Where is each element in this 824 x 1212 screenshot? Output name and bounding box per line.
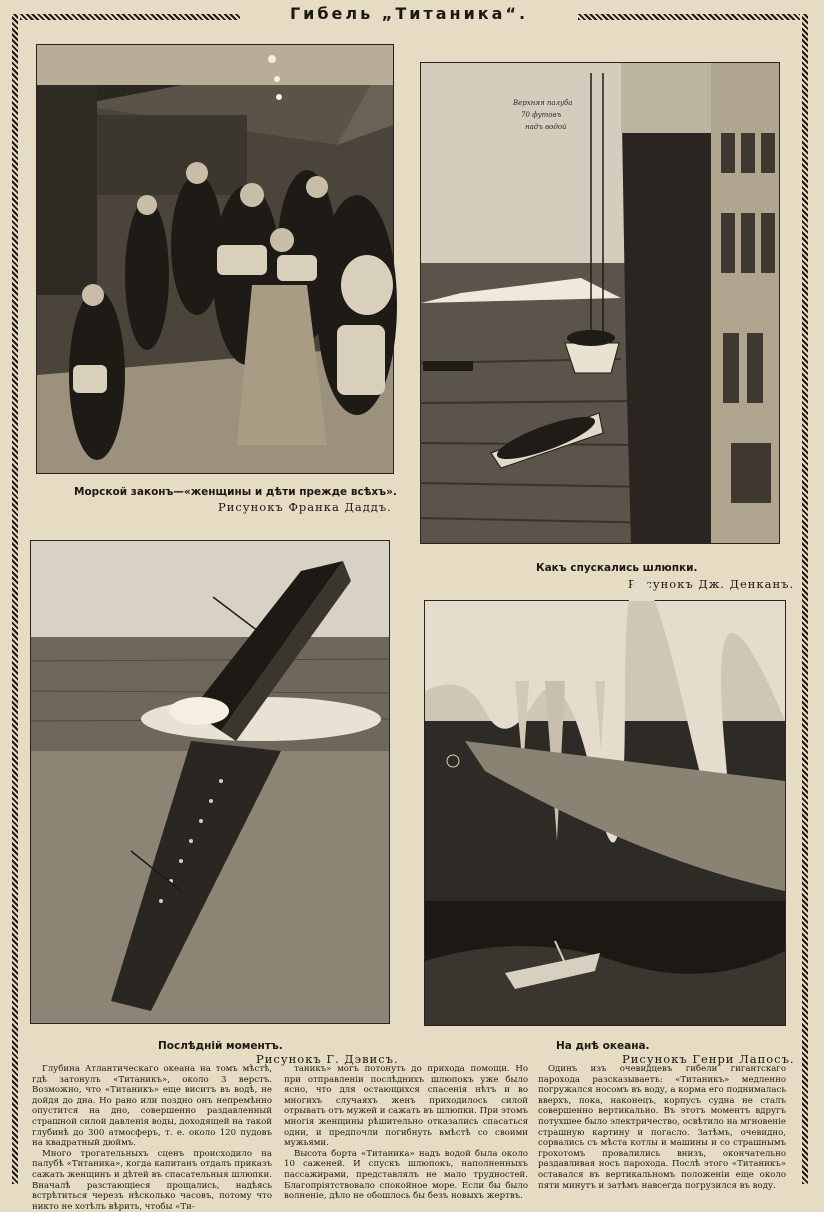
right-ornamental-border [802, 14, 808, 1184]
illustration-ocean-floor [424, 600, 786, 1026]
article-paragraph: Глубина Атлантическаго океана на томъ мѣстѣ, гдѣ затонулъ «Титаникъ», около 3 верстъ. Возможно, что «Титаникъ» еще виситъ въ водѣ, не дойдя до дна. Но рано или поздно онъ непремѣнно опустится на дно, совершенно раздавленный страшной силой давленія воды, доходящей на такой глубинѣ до 300 атмосферъ, т. е. около 120 пудовъ на квадратный дюймъ. [32, 1064, 272, 1149]
caption-ocean-floor: На днѣ океана. [556, 1040, 650, 1052]
illustration-boats-lowered [420, 62, 780, 544]
svg-text:70 футовъ: 70 футовъ [521, 111, 562, 119]
header-rule-right [578, 14, 800, 20]
page-title: Гибель „Титаника“. [289, 4, 529, 23]
svg-text:надъ водой: надъ водой [525, 123, 567, 131]
left-ornamental-border [12, 14, 18, 1184]
illustration-deck-scene [36, 44, 394, 474]
article-paragraph: Одинъ изъ очевидцевъ гибели гигантскаго парохода разсказываетъ: «Титаникъ» медленно погружался носомъ въ воду, а корма его поднималась вверхъ, пока, наконецъ, корпусъ судна не сталъ совершенно вертикально. Въ этотъ моментъ вдругъ потухшее было электричество, освѣтило на мгновеніе страшную картину и погасло. Затѣмъ, очевидно, сорвались съ мѣста котлы и машины и со страшнымъ грохотомъ провалились внизъ, окончательно раздавливая носъ парохода. Послѣ этого «Титаникъ» оставался въ вертикальномъ положеніи еще около пяти минутъ и затѣмъ навсегда погрузился въ воду. [538, 1064, 786, 1191]
svg-text:Верхняя палуба: Верхняя палуба [513, 99, 573, 107]
illustration-last-moment [30, 540, 390, 1024]
header-rule-left [20, 14, 240, 20]
caption-boats: Какъ спускались шлюпки. [536, 562, 698, 574]
article-column-3 [538, 1064, 786, 1192]
article-paragraph: Много трогательныхъ сценъ происходило на палубѣ «Титаника», когда капитанъ отдалъ приказъ сажать женщинъ и дѣтей въ спасательныя шлюпки. Вначалѣ разстающіеся прощались, надѣясь встрѣтиться черезъ нѣсколько часовъ, потому что никто не хотѣлъ вѣрить, чтобы «Ти- [32, 1148, 272, 1212]
caption-last-moment: Послѣдній моментъ. [158, 1040, 283, 1052]
caption-deck: Морской законъ—«женщины и дѣти прежде всѣхъ». [74, 486, 397, 498]
article-column-1 [32, 1064, 272, 1212]
article-paragraph: таникъ» могъ потонуть до прихода помощи. Но при отправленіи послѣднихъ шлюпокъ уже было ясно, что для остающихся спасенія нѣтъ и во многихъ случаяхъ женъ приходилось силой отрывать отъ мужей и сажать въ шлюпки. При этомъ многія женщины рѣшительно отказались спасаться одни, и предпочли погибнуть вмѣстѣ со своими мужьями. [284, 1064, 528, 1149]
credit-ocean-floor: Рисунокъ Генри Лапосъ. [622, 1052, 795, 1066]
credit-deck: Рисунокъ Франка Даддъ. [218, 500, 392, 514]
article-paragraph: Высота борта «Титаника» надъ водой была около 10 саженей. И спускъ шлюпокъ, наполненныхъ пассажирами, представлялъ не мало трудностей. Благопріятствовало спокойное море. Если бы было волненіе, дѣло не обошлось бы безъ новыхъ жертвъ. [284, 1148, 528, 1202]
credit-boats: Рисунокъ Дж. Денканъ. [628, 577, 795, 591]
credit-last-moment: Рисунокъ Г. Дэвисъ. [256, 1052, 399, 1066]
article-column-2 [284, 1064, 528, 1202]
